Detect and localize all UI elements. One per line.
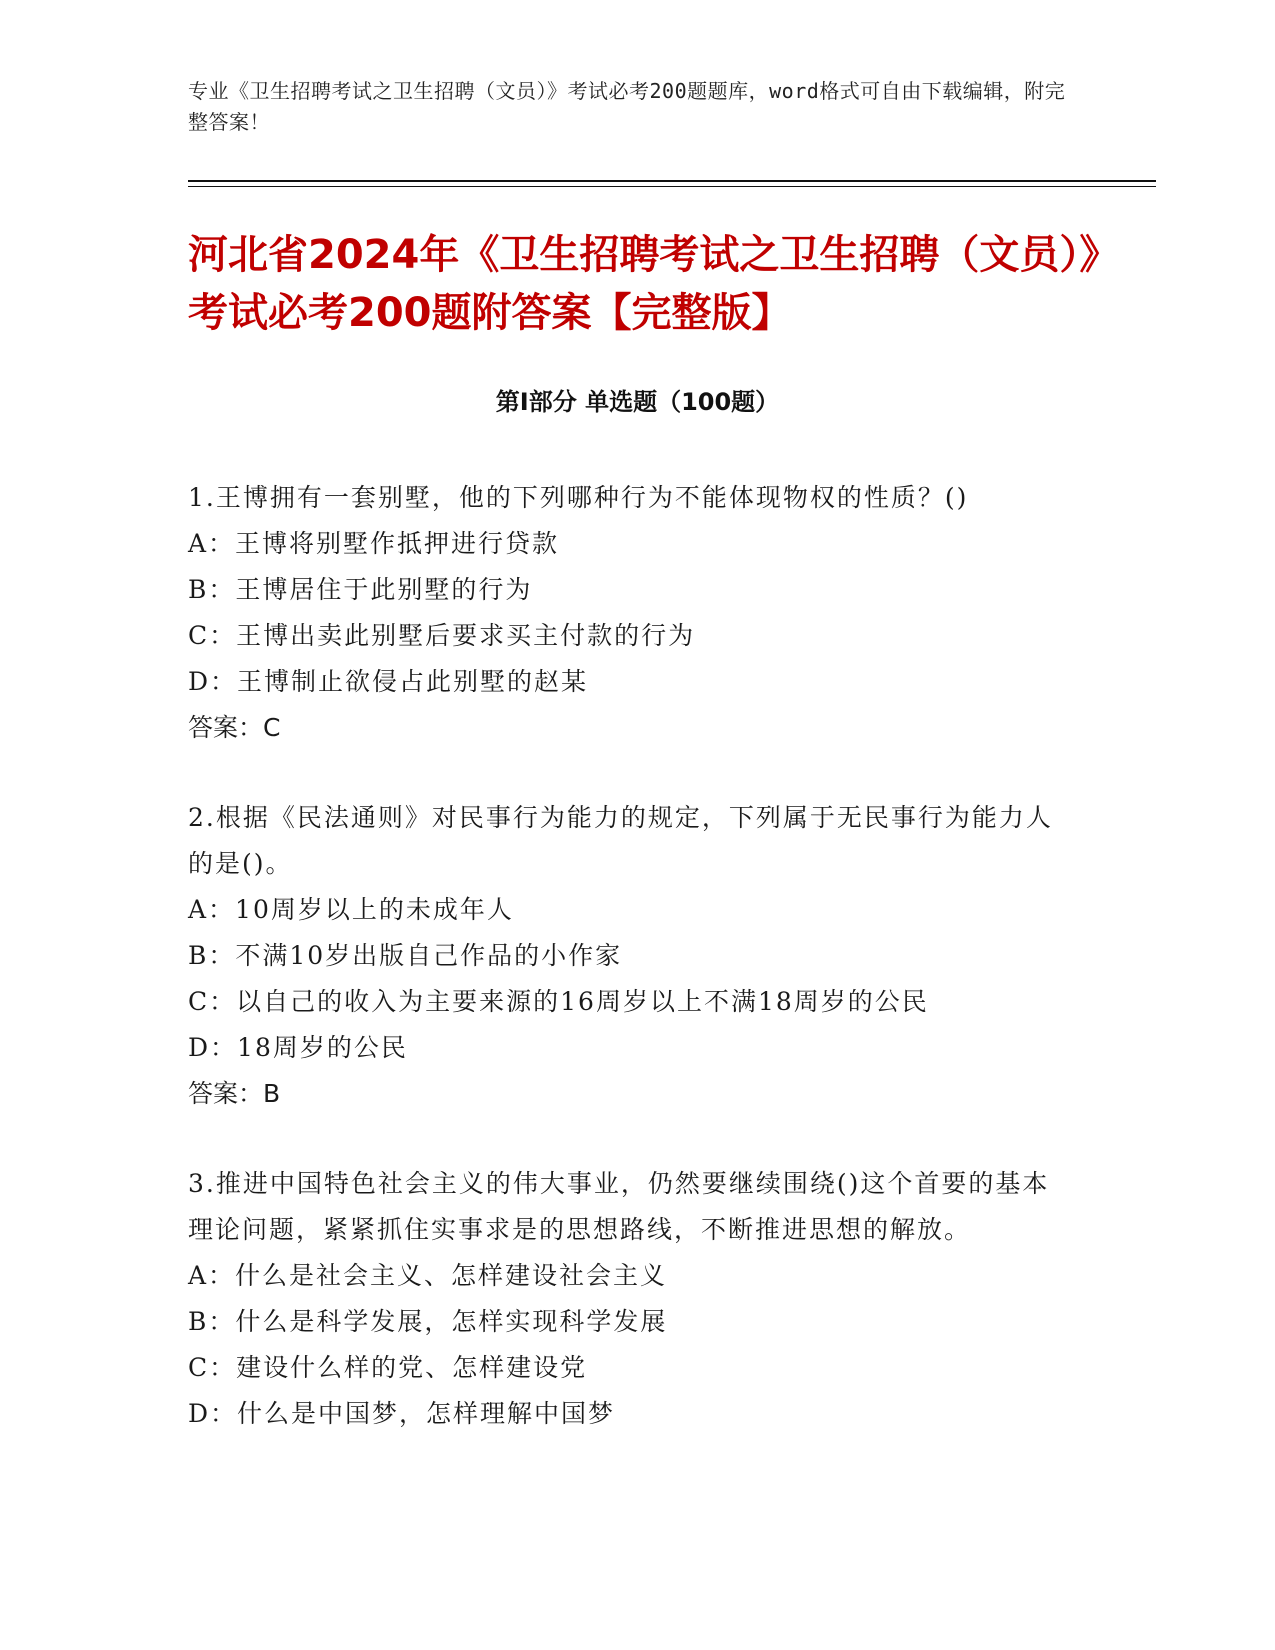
option-a: A：什么是社会主义、怎样建设社会主义 [188,1261,668,1290]
question-stem: 2.根据《民法通则》对民事行为能力的规定，下列属于无民事行为能力人的是()。 [188,803,1053,878]
option-d: D：王博制止欲侵占此别墅的赵某 [188,667,589,696]
option-a: A：王博将别墅作抵押进行贷款 [188,529,560,558]
option-d: D：什么是中国梦，怎样理解中国梦 [188,1399,616,1428]
question-3 [188,1161,1068,1437]
option-b: B：王博居住于此别墅的行为 [188,575,533,604]
header-divider-thin [188,186,1156,187]
header-divider-thick [188,180,1156,182]
option-a: A：10周岁以上的未成年人 [188,895,514,924]
option-d: D：18周岁的公民 [188,1033,408,1062]
question-list [188,475,1068,1481]
option-c: C：以自己的收入为主要来源的16周岁以上不满18周岁的公民 [188,987,929,1016]
answer-line: 答案：B [188,1079,281,1108]
option-c: C：建设什么样的党、怎样建设党 [188,1353,588,1382]
document-title: 河北省2024年《卫生招聘考试之卫生招聘（文员）》考试必考200题附答案【完整版】 [188,232,1120,336]
answer-line: 答案：C [188,713,281,742]
section-title: 第I部分 单选题（100题） [495,388,780,416]
question-2 [188,795,1068,1117]
header-note: 专业《卫生招聘考试之卫生招聘（文员）》考试必考200题题库，word格式可自由下载编辑，附完整答案！ [188,79,1066,134]
question-stem: 1.王博拥有一套别墅，他的下列哪种行为不能体现物权的性质？() [188,483,969,512]
option-b: B：什么是科学发展，怎样实现科学发展 [188,1307,668,1336]
option-c: C：王博出卖此别墅后要求买主付款的行为 [188,621,696,650]
question-stem: 3.推进中国特色社会主义的伟大事业，仍然要继续围绕()这个首要的基本理论问题，紧紧抓住实事求是的思想路线，不断推进思想的解放。 [188,1169,1050,1244]
option-b: B：不满10岁出版自己作品的小作家 [188,941,623,970]
question-1 [188,475,1068,751]
